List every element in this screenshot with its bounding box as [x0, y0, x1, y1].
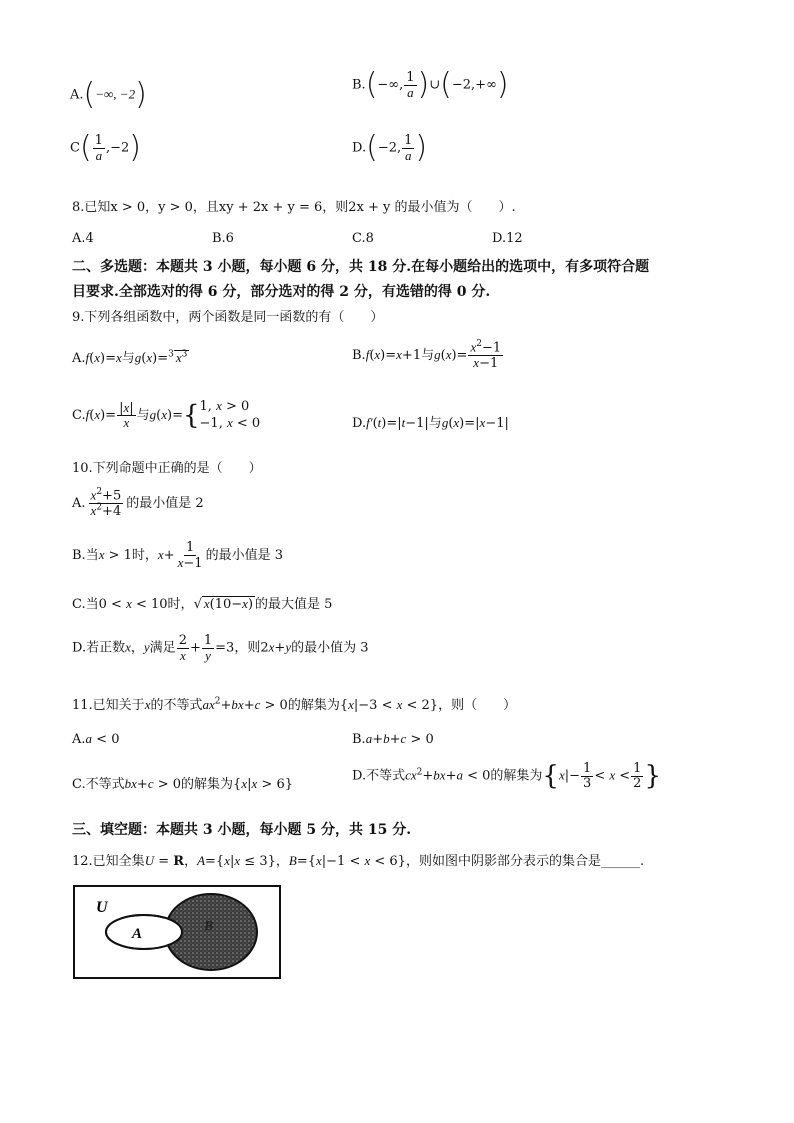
- option-label: D.: [352, 140, 367, 156]
- q10-stem: 10.下列命题中正确的是（ ）: [72, 461, 262, 476]
- option-label: D.: [352, 416, 367, 431]
- option-label: B.: [352, 732, 366, 747]
- option-text: D.若正数: [72, 640, 126, 656]
- option-text: 时，: [167, 597, 194, 612]
- option-text: 满足: [149, 640, 176, 656]
- stem-text: 11.已知关于: [72, 698, 145, 713]
- q7-option-c: C( $\frac{1}{a}$ ,−2): [70, 130, 141, 165]
- venn-label-u: U: [96, 899, 108, 916]
- option-text: C.不等式: [72, 777, 125, 792]
- option-label: A.: [72, 351, 86, 366]
- option-text: 的最小值为 3: [291, 640, 369, 656]
- q10-option-d: D.若正数x，y满足 $\frac{2}{x}$ + $\frac{1}{y}$ =3，则2x+y的最小值为 3: [72, 633, 369, 663]
- option-text: 的最小值是 2: [126, 495, 204, 511]
- venn-label-b: B: [204, 919, 214, 934]
- option-text: 的最小值是 3: [205, 548, 283, 564]
- q8-stem: 8.已知x > 0，y > 0，且xy + 2x + y = 6，则2x + y 的最小值为（ ）.: [72, 200, 516, 215]
- option-label: A.: [72, 732, 86, 747]
- option-label: C.: [72, 407, 86, 423]
- stem-text: 的不等式: [150, 698, 203, 713]
- section2-title-line1: 二、多选题：本题共 3 小题，每小题 6 分，共 18 分.在每小题给出的选项中，有多项符合题: [72, 259, 650, 275]
- option-text: 的最大值是 5: [255, 597, 333, 612]
- option-label: A.: [70, 87, 84, 103]
- conj: 与: [428, 416, 442, 431]
- q11-option-d: D.不等式$cx^2+bx+a < 0$的解集为{x|− $\frac{1}{3}$ < x < $\frac{1}{2}$ }: [352, 761, 661, 792]
- option-text: 的解集为: [490, 768, 543, 784]
- option-label: C: [70, 140, 80, 156]
- stem-text: 的解集为: [287, 698, 340, 713]
- q10-option-b: B.当x > 1时，x+ $\frac{1}{x-1}$ 的最小值是 3: [72, 540, 283, 571]
- section3-title: 三、填空题：本题共 3 小题，每小题 5 分，共 15 分.: [72, 822, 412, 838]
- stem-text: ，则如图中阴影部分表示的集合是______.: [405, 854, 645, 869]
- section2-title-line2: 目要求.全部选对的得 6 分，部分选对的得 2 分，有选错的得 0 分.: [72, 284, 491, 300]
- q11-option-b: B.a+b+c > 0: [352, 731, 434, 747]
- option-label: B.: [352, 347, 366, 363]
- conj: 与: [421, 347, 435, 363]
- q11-stem: 11.已知关于x的不等式$ax^2+bx+c > 0$的解集为{x|−3 < x < 2}，则（ ）: [72, 696, 517, 713]
- option-text: ，则: [234, 640, 261, 656]
- q8-option-b: B.6: [212, 231, 234, 246]
- option-text: B.当: [72, 548, 99, 564]
- q9-option-d: D.f′(t)=|t−1|与g(x)=|x−1|: [352, 415, 509, 431]
- q9-option-a: A.f(x)=x与g(x)=$^3$ $x^3$: [72, 349, 188, 366]
- conj: 与: [121, 351, 135, 366]
- venn-diagram: [72, 884, 284, 982]
- conj: 与: [136, 407, 150, 423]
- q9-option-c: C.f(x)= $\frac{|x|}{x}$ 与g(x)={1, x > 0 −1, x < 0: [72, 398, 261, 432]
- option-text: C.当: [72, 597, 99, 612]
- venn-label-a: A: [132, 926, 143, 942]
- q9-stem: 9.下列各组函数中，两个函数是同一函数的有（ ）: [72, 310, 384, 325]
- stem-text: 12.已知全集: [72, 854, 145, 869]
- q7-option-a: A.(−∞, −2): [70, 77, 147, 112]
- q9-option-b: B.f(x)=x+1与g(x)= $\frac{x^2-1}{x-1}$: [352, 339, 502, 371]
- stem-text: ，则（ ）: [438, 698, 517, 713]
- q8-option-a: A.4: [72, 231, 94, 246]
- q8-option-c: C.8: [352, 231, 374, 246]
- option-text: D.不等式: [352, 768, 406, 784]
- q10-option-a: A. $\frac{x^2+5}{x^2+4}$ 的最小值是 2: [72, 487, 204, 520]
- q11-option-c: C.不等式bx+c > 0的解集为{x|x > 6}: [72, 776, 293, 792]
- q11-option-a: A.a < 0: [72, 731, 120, 747]
- q7-option-b: B.(−∞, $\frac{1}{a}$ )∪(−2,+∞): [352, 67, 509, 102]
- q7-option-d: D.(−2, $\frac{1}{a}$ ): [352, 130, 428, 165]
- option-text: 的解集为: [181, 777, 234, 792]
- q8-option-d: D.12: [492, 231, 523, 246]
- q10-option-c: C.当0 < x < 10时，√ x(10−x) 的最大值是 5: [72, 596, 333, 612]
- option-label: B.: [352, 77, 366, 93]
- q12-stem: 12.已知全集U = R，A={x|x ≤ 3}，B={x|−1 < x < 6}，则如图中阴影部分表示的集合是______.: [72, 853, 645, 869]
- option-text: 时，: [131, 548, 158, 564]
